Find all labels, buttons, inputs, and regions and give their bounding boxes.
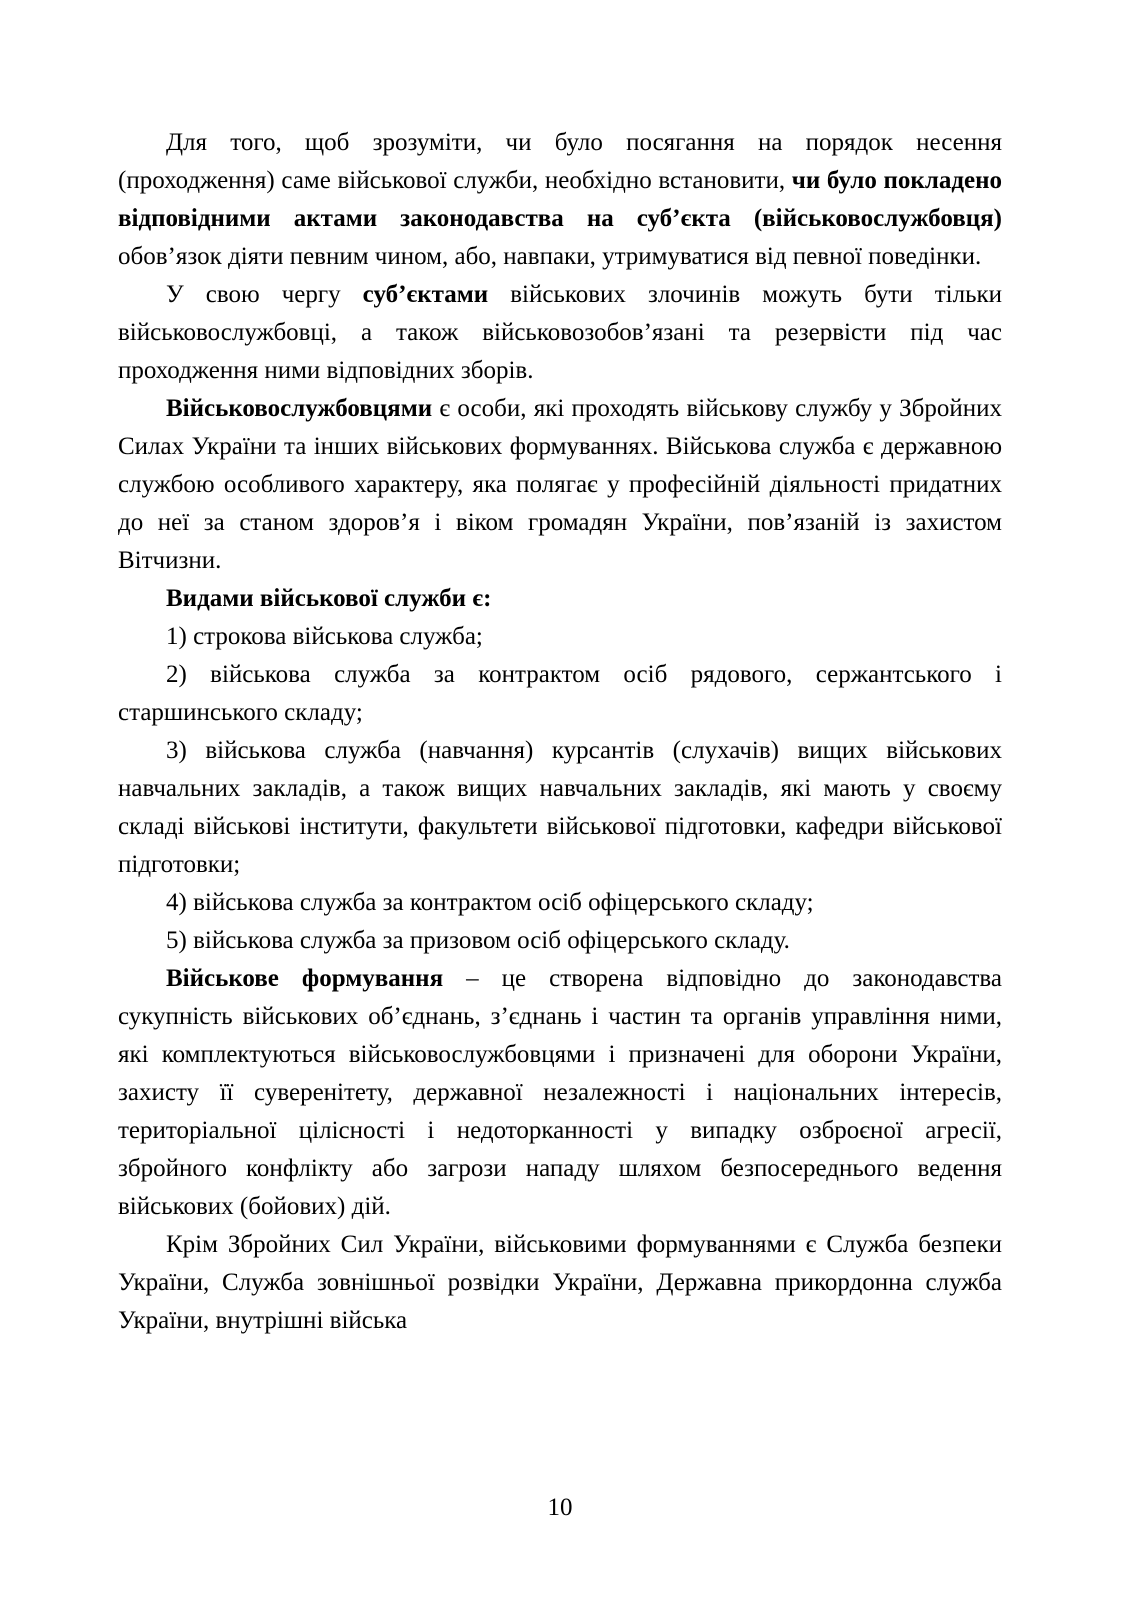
text-run: – це створена відповідно до законодавства сукупність військових об’єднань, з’єднань і частин та органів управління ними, які комплектуються військовослужбовцями і призначені для оборони України, захисту її суверенітету, державної незалежності і національних інтересів, територіальної цілісності і недоторканності у випадку озброєної агресії, збройного конфлікту або загрози нападу шляхом безпосереднього ведення військових (бойових) дій.	[118, 965, 1002, 1220]
text-run: Для того, щоб зрозуміти, чи було посягання на порядок несення (проходження) саме військової служби, необхідно встановити,	[118, 129, 1002, 194]
text-run: Крім Збройних Сил України, військовими формуваннями є Служба безпеки України, Служба зовнішньої розвідки України, Державна прикордонна служба України, внутрішні війська	[118, 1231, 1002, 1334]
bold-text-run: Військове формування	[166, 965, 444, 992]
text-run: військових злочинів можуть бути тільки військовослужбовці, а також військовозобов’язані та резервісти під час проходження ними відповідних зборів.	[118, 281, 1002, 384]
text-run: 2) військова служба за контрактом осіб рядового, сержантського і старшинського складу;	[118, 661, 1002, 726]
document-body	[118, 124, 1002, 1340]
paragraph	[118, 922, 1002, 960]
paragraph	[118, 656, 1002, 732]
paragraph	[118, 276, 1002, 390]
bold-text-run: чи було покладено відповідними актами законодавства на суб’єкта (військовослужбовця)	[118, 167, 1003, 232]
paragraph	[118, 124, 1002, 276]
bold-text-run: Видами військової служби є:	[166, 585, 492, 612]
paragraph	[118, 960, 1002, 1226]
bold-text-run: суб’єктами	[362, 281, 489, 308]
paragraph	[118, 618, 1002, 656]
page-number: 10	[547, 1494, 573, 1521]
text-run: 3) військова служба (навчання) курсантів (слухачів) вищих військових навчальних закладів, а також вищих навчальних закладів, які мають у своєму складі військові інститути, факультети військової підготовки, кафедри військової підготовки;	[118, 737, 1002, 878]
text-run: обов’язок діяти певним чином, або, навпаки, утримуватися від певної поведінки.	[118, 243, 982, 270]
paragraph	[118, 1226, 1002, 1340]
text-run: 5) військова служба за призовом осіб офіцерського складу.	[166, 927, 790, 954]
text-run: 1) строкова військова служба;	[166, 623, 483, 650]
paragraph	[118, 884, 1002, 922]
bold-text-run: Військовослужбовцями	[166, 395, 433, 422]
paragraph	[118, 580, 1002, 618]
text-run: 4) військова служба за контрактом осіб офіцерського складу;	[166, 889, 814, 916]
text-run: є особи, які проходять військову службу у Збройних Силах України та інших військових формуваннях. Військова служба є державною службою особливого характеру, яка полягає у професійній діяльності придатних до неї за станом здоров’я і віком громадян України, пов’язаній із захистом Вітчизни.	[118, 395, 1002, 574]
text-run: У свою чергу	[166, 281, 363, 308]
paragraph	[118, 732, 1002, 884]
paragraph	[118, 390, 1002, 580]
